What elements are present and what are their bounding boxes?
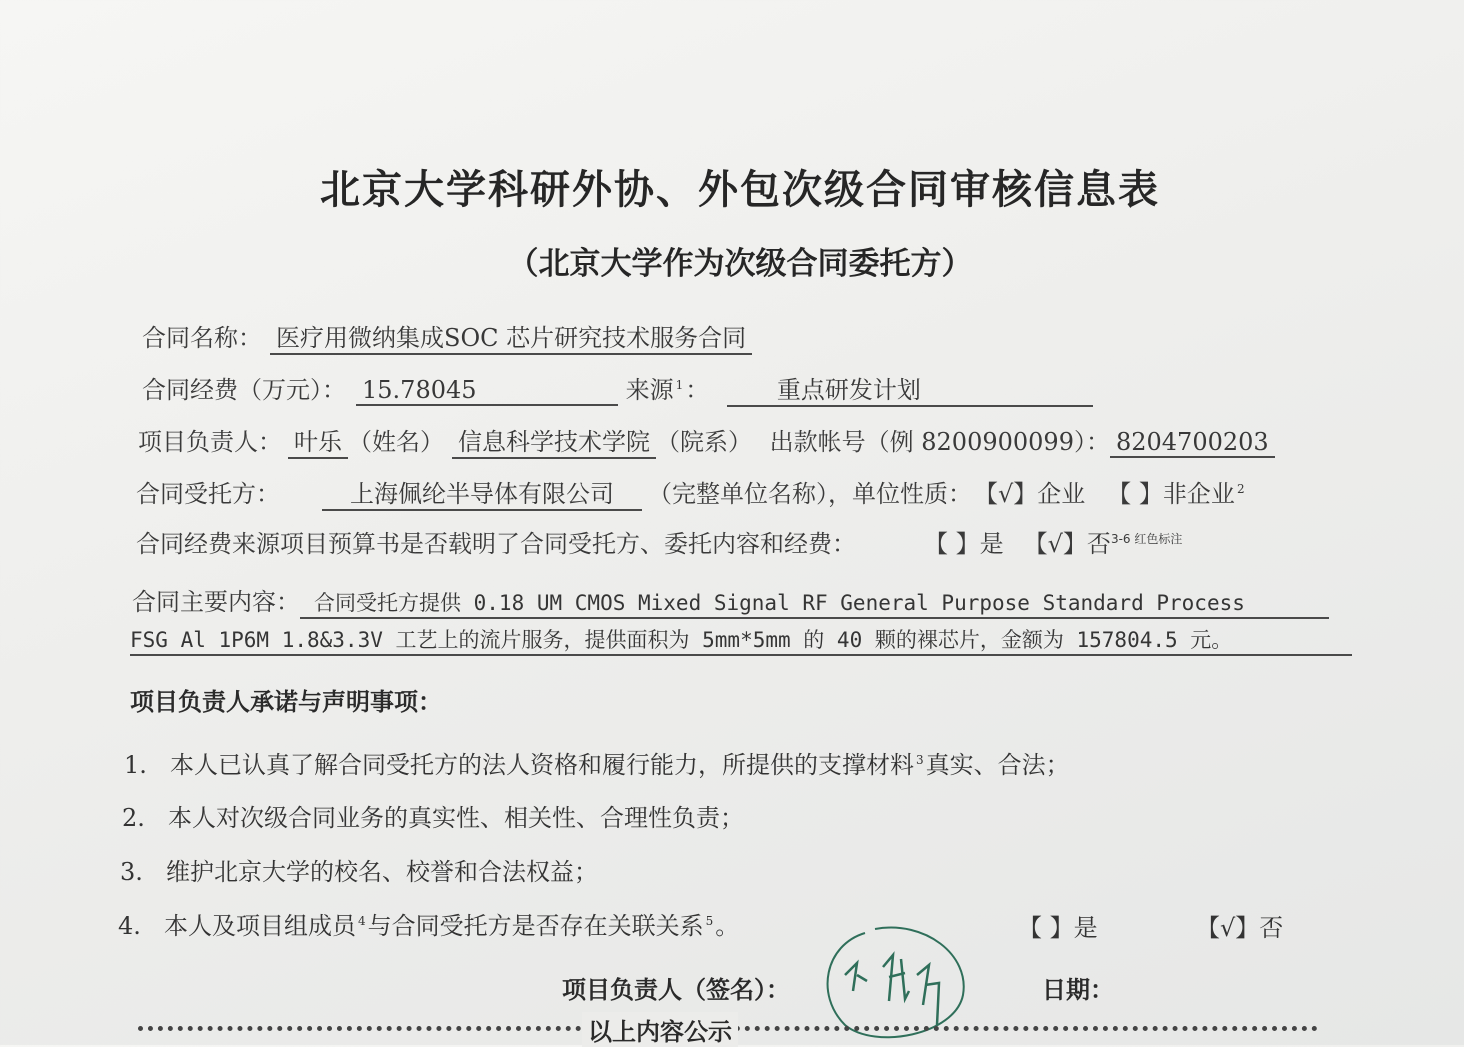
org-enterprise-checkbox: 【√】企业 — [986, 480, 1086, 508]
item-text: 维护北京大学的校名、校誉和合法权益； — [166, 858, 598, 886]
commitment-item-4 — [118, 906, 739, 941]
main-content-line-2: FSG Al 1P6M 1.8&3.3V 工艺上的流片服务，提供面积为 5mm*5mm 的 40 颗的裸芯片，金额为 157804.5 元。 — [130, 624, 1352, 656]
item-footnote: 4 — [358, 914, 366, 928]
budget-question: 合同经费来源项目预算书是否载明了合同受托方、委托内容和经费： — [136, 530, 856, 558]
fee-value: 15.78045 — [356, 376, 618, 406]
account-value: 8204700203 — [1110, 428, 1275, 458]
budget-row — [136, 524, 1182, 559]
pi-name-value: 叶乐 — [288, 422, 348, 459]
trustee-value: 上海佩纶半导体有限公司 — [322, 474, 642, 511]
trustee-row — [136, 474, 1247, 511]
main-content-label: 合同主要内容： — [132, 588, 300, 616]
source-colon: ： — [685, 376, 710, 404]
item-text-tail: 真实、合法； — [925, 751, 1070, 779]
item-number: 3. — [120, 858, 143, 886]
pi-label: 项目负责人： — [138, 428, 282, 456]
relation-no-checkbox: 【√】否 — [1196, 914, 1284, 942]
commitment-item-3 — [120, 852, 598, 887]
budget-note: 3-6 红色标注 — [1110, 532, 1183, 546]
relation-yes-checkbox: 【 】是 — [1018, 914, 1098, 942]
main-content-row — [132, 582, 1329, 619]
fee-row — [142, 370, 1093, 407]
budget-yes-checkbox: 【 】是 — [936, 530, 1004, 558]
account-label: 出款帐号（例 8200900099）： — [769, 428, 1110, 456]
public-notice-label: 以上内容公示 — [582, 1012, 738, 1047]
contract-name-row — [142, 318, 752, 355]
dept-hint: （院系） — [656, 428, 752, 456]
item-footnote: 3 — [916, 753, 924, 767]
budget-no-checkbox: 【√】否 — [1023, 530, 1111, 558]
pi-row — [138, 422, 1275, 459]
item-text: 本人对次级合同业务的真实性、相关性、合理性负责； — [168, 804, 744, 832]
trustee-label: 合同受托方： — [136, 480, 280, 508]
trustee-hint: （完整单位名称），单位性质： — [648, 480, 972, 508]
commitment-item-2 — [122, 798, 744, 833]
source-label: 来源 — [625, 376, 674, 404]
item-text-middle: 与合同受托方是否存在关联关系 — [367, 912, 704, 940]
org-footnote: 2 — [1236, 482, 1245, 496]
org-non-enterprise-checkbox: 【 】非企业 — [1107, 480, 1235, 508]
fee-label: 合同经费（万元）： — [142, 376, 346, 404]
form-title: 北京大学科研外协、外包次级合同审核信息表 — [320, 167, 1160, 213]
source-footnote: 1 — [675, 378, 684, 392]
date-label: 日期： — [1042, 976, 1114, 1004]
item-footnote-2: 5 — [705, 914, 714, 928]
item-text: 本人及项目组成员 — [164, 912, 356, 940]
pi-name-hint: （姓名） — [348, 428, 444, 456]
dept-value: 信息科学技术学院 — [452, 422, 656, 459]
commitments-heading: 项目负责人承诺与声明事项： — [130, 688, 442, 716]
item-text-tail: 。 — [715, 912, 740, 940]
source-value: 重点研发计划 — [727, 370, 1093, 407]
main-content-line-1: 合同受托方提供 0.18 UM CMOS Mixed Signal RF General Purpose Standard Process — [300, 587, 1329, 619]
item-text: 本人已认真了解合同受托方的法人资格和履行能力，所提供的支撑材料 — [170, 751, 914, 779]
contract-name-label: 合同名称： — [142, 324, 262, 352]
commitment-item-1 — [124, 745, 1070, 780]
item-number: 2. — [122, 804, 145, 832]
pi-signature-label: 项目负责人（签名）： — [562, 976, 790, 1004]
item-number: 1. — [124, 751, 147, 779]
contract-name-value: 医疗用微纳集成SOC 芯片研究技术服务合同 — [270, 318, 752, 355]
item-number: 4. — [118, 912, 141, 940]
form-subtitle: （北京大学作为次级合同委托方） — [507, 246, 973, 282]
